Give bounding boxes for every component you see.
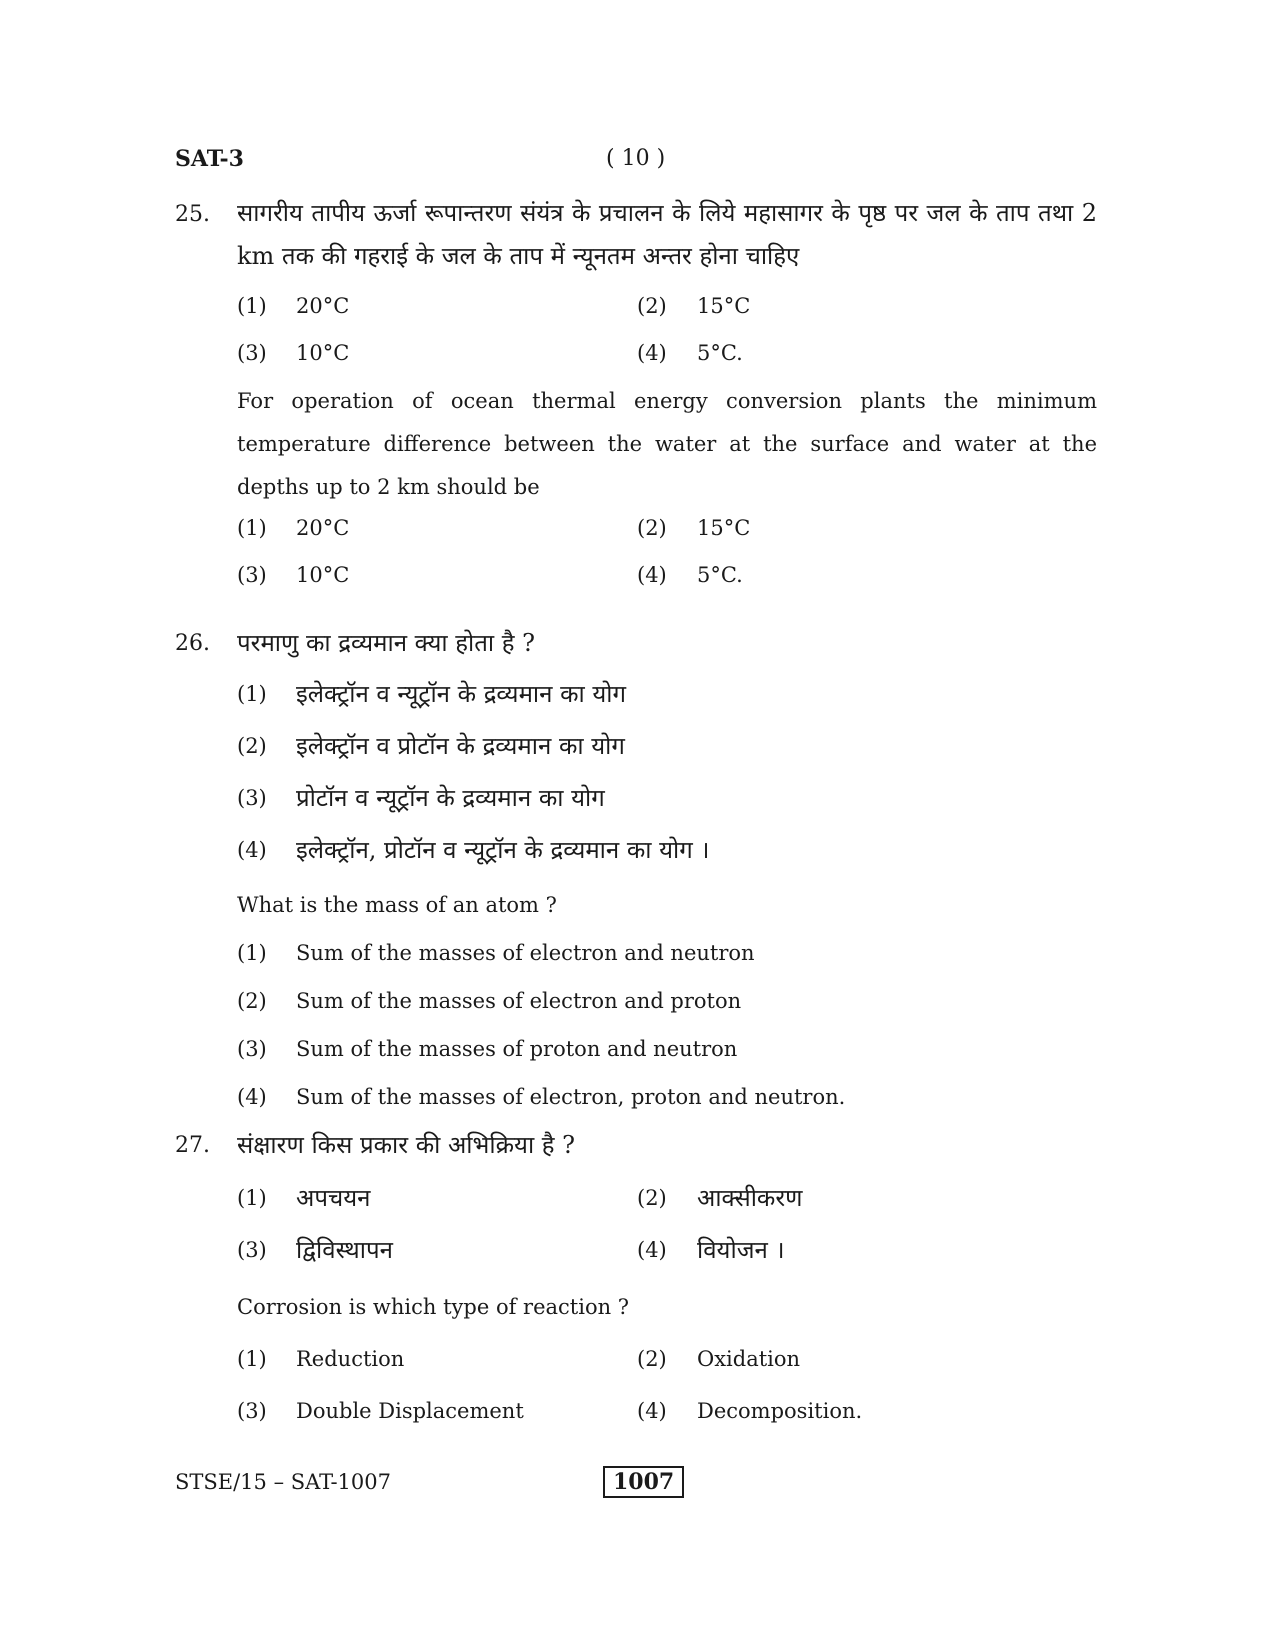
option-number: (4) (237, 838, 267, 862)
question-text-english: For operation of ocean thermal energy conversion plants the minimum temperature difference between the water at the surface and water at the depths up to 2 km should be (237, 389, 1097, 499)
question-text-english: Corrosion is which type of reaction ? (237, 1295, 630, 1319)
option-number: (1) (237, 1347, 267, 1371)
question-number: 27. (175, 1133, 210, 1158)
option-text: 20°C (296, 294, 350, 318)
option-number: (2) (637, 1347, 667, 1371)
option-text: आक्सीकरण (697, 1184, 803, 1212)
option-text: इलेक्ट्रॉन, प्रोटॉन व न्यूट्रॉन के द्रव्यमान का योग । (296, 836, 710, 864)
option-text: Sum of the masses of proton and neutron (296, 1037, 738, 1061)
option-number: (4) (637, 1399, 667, 1423)
footer-paper-code: STSE/15 – SAT-1007 (175, 1470, 391, 1494)
option-text: 20°C (296, 516, 350, 540)
question-number: 25. (175, 202, 210, 227)
option-number: (1) (237, 1186, 267, 1210)
page-number: ( 10 ) (606, 146, 666, 171)
option-text: प्रोटॉन व न्यूट्रॉन के द्रव्यमान का योग (296, 784, 605, 812)
option-number: (4) (237, 1085, 267, 1109)
option-text: 15°C (697, 516, 751, 540)
option-number: (2) (637, 294, 667, 318)
option-text: इलेक्ट्रॉन व न्यूट्रॉन के द्रव्यमान का योग (296, 680, 627, 708)
option-text: इलेक्ट्रॉन व प्रोटॉन के द्रव्यमान का योग (296, 732, 625, 760)
option-number: (2) (237, 734, 267, 758)
option-number: (3) (237, 341, 267, 365)
question-text-hindi: सागरीय तापीय ऊर्जा रूपान्तरण संयंत्र के प्रचालन के लिये महासागर के पृष्ठ पर जल के ताप तथा 2 km तक की गहराई के जल के ताप में न्यूनतम अन्तर होना चाहिए (237, 199, 1097, 270)
option-number: (4) (637, 341, 667, 365)
option-number: (3) (237, 1037, 267, 1061)
question-number: 26. (175, 631, 210, 656)
option-text: द्विविस्थापन (296, 1236, 393, 1264)
option-text: 10°C (296, 341, 350, 365)
option-number: (2) (637, 1186, 667, 1210)
option-number: (4) (637, 1238, 667, 1262)
option-text: Double Displacement (296, 1399, 524, 1423)
question-text-english: What is the mass of an atom ? (237, 893, 557, 917)
question-text-hindi: परमाणु का द्रव्यमान क्या होता है ? (237, 629, 535, 657)
option-number: (3) (237, 1399, 267, 1423)
option-text: 15°C (697, 294, 751, 318)
option-text: Decomposition. (697, 1399, 863, 1423)
option-number: (1) (237, 516, 267, 540)
option-text: अपचयन (296, 1184, 371, 1212)
page-header-code: SAT-3 (175, 146, 244, 172)
option-number: (1) (237, 294, 267, 318)
option-text: Reduction (296, 1347, 405, 1371)
option-number: (1) (237, 682, 267, 706)
option-text: 5°C. (697, 341, 743, 365)
footer-booklet-code: 1007 (603, 1466, 684, 1498)
option-text: 10°C (296, 563, 350, 587)
option-text: Sum of the masses of electron, proton and neutron. (296, 1085, 846, 1109)
option-number: (3) (237, 786, 267, 810)
option-text: 5°C. (697, 563, 743, 587)
option-number: (2) (237, 989, 267, 1013)
option-number: (3) (237, 563, 267, 587)
option-number: (1) (237, 941, 267, 965)
option-number: (3) (237, 1238, 267, 1262)
option-text: Sum of the masses of electron and neutron (296, 941, 755, 965)
option-number: (2) (637, 516, 667, 540)
option-text: वियोजन । (697, 1236, 785, 1264)
option-text: Sum of the masses of electron and proton (296, 989, 742, 1013)
question-text-hindi: संक्षारण किस प्रकार की अभिक्रिया है ? (237, 1131, 576, 1159)
option-text: Oxidation (697, 1347, 801, 1371)
option-number: (4) (637, 563, 667, 587)
